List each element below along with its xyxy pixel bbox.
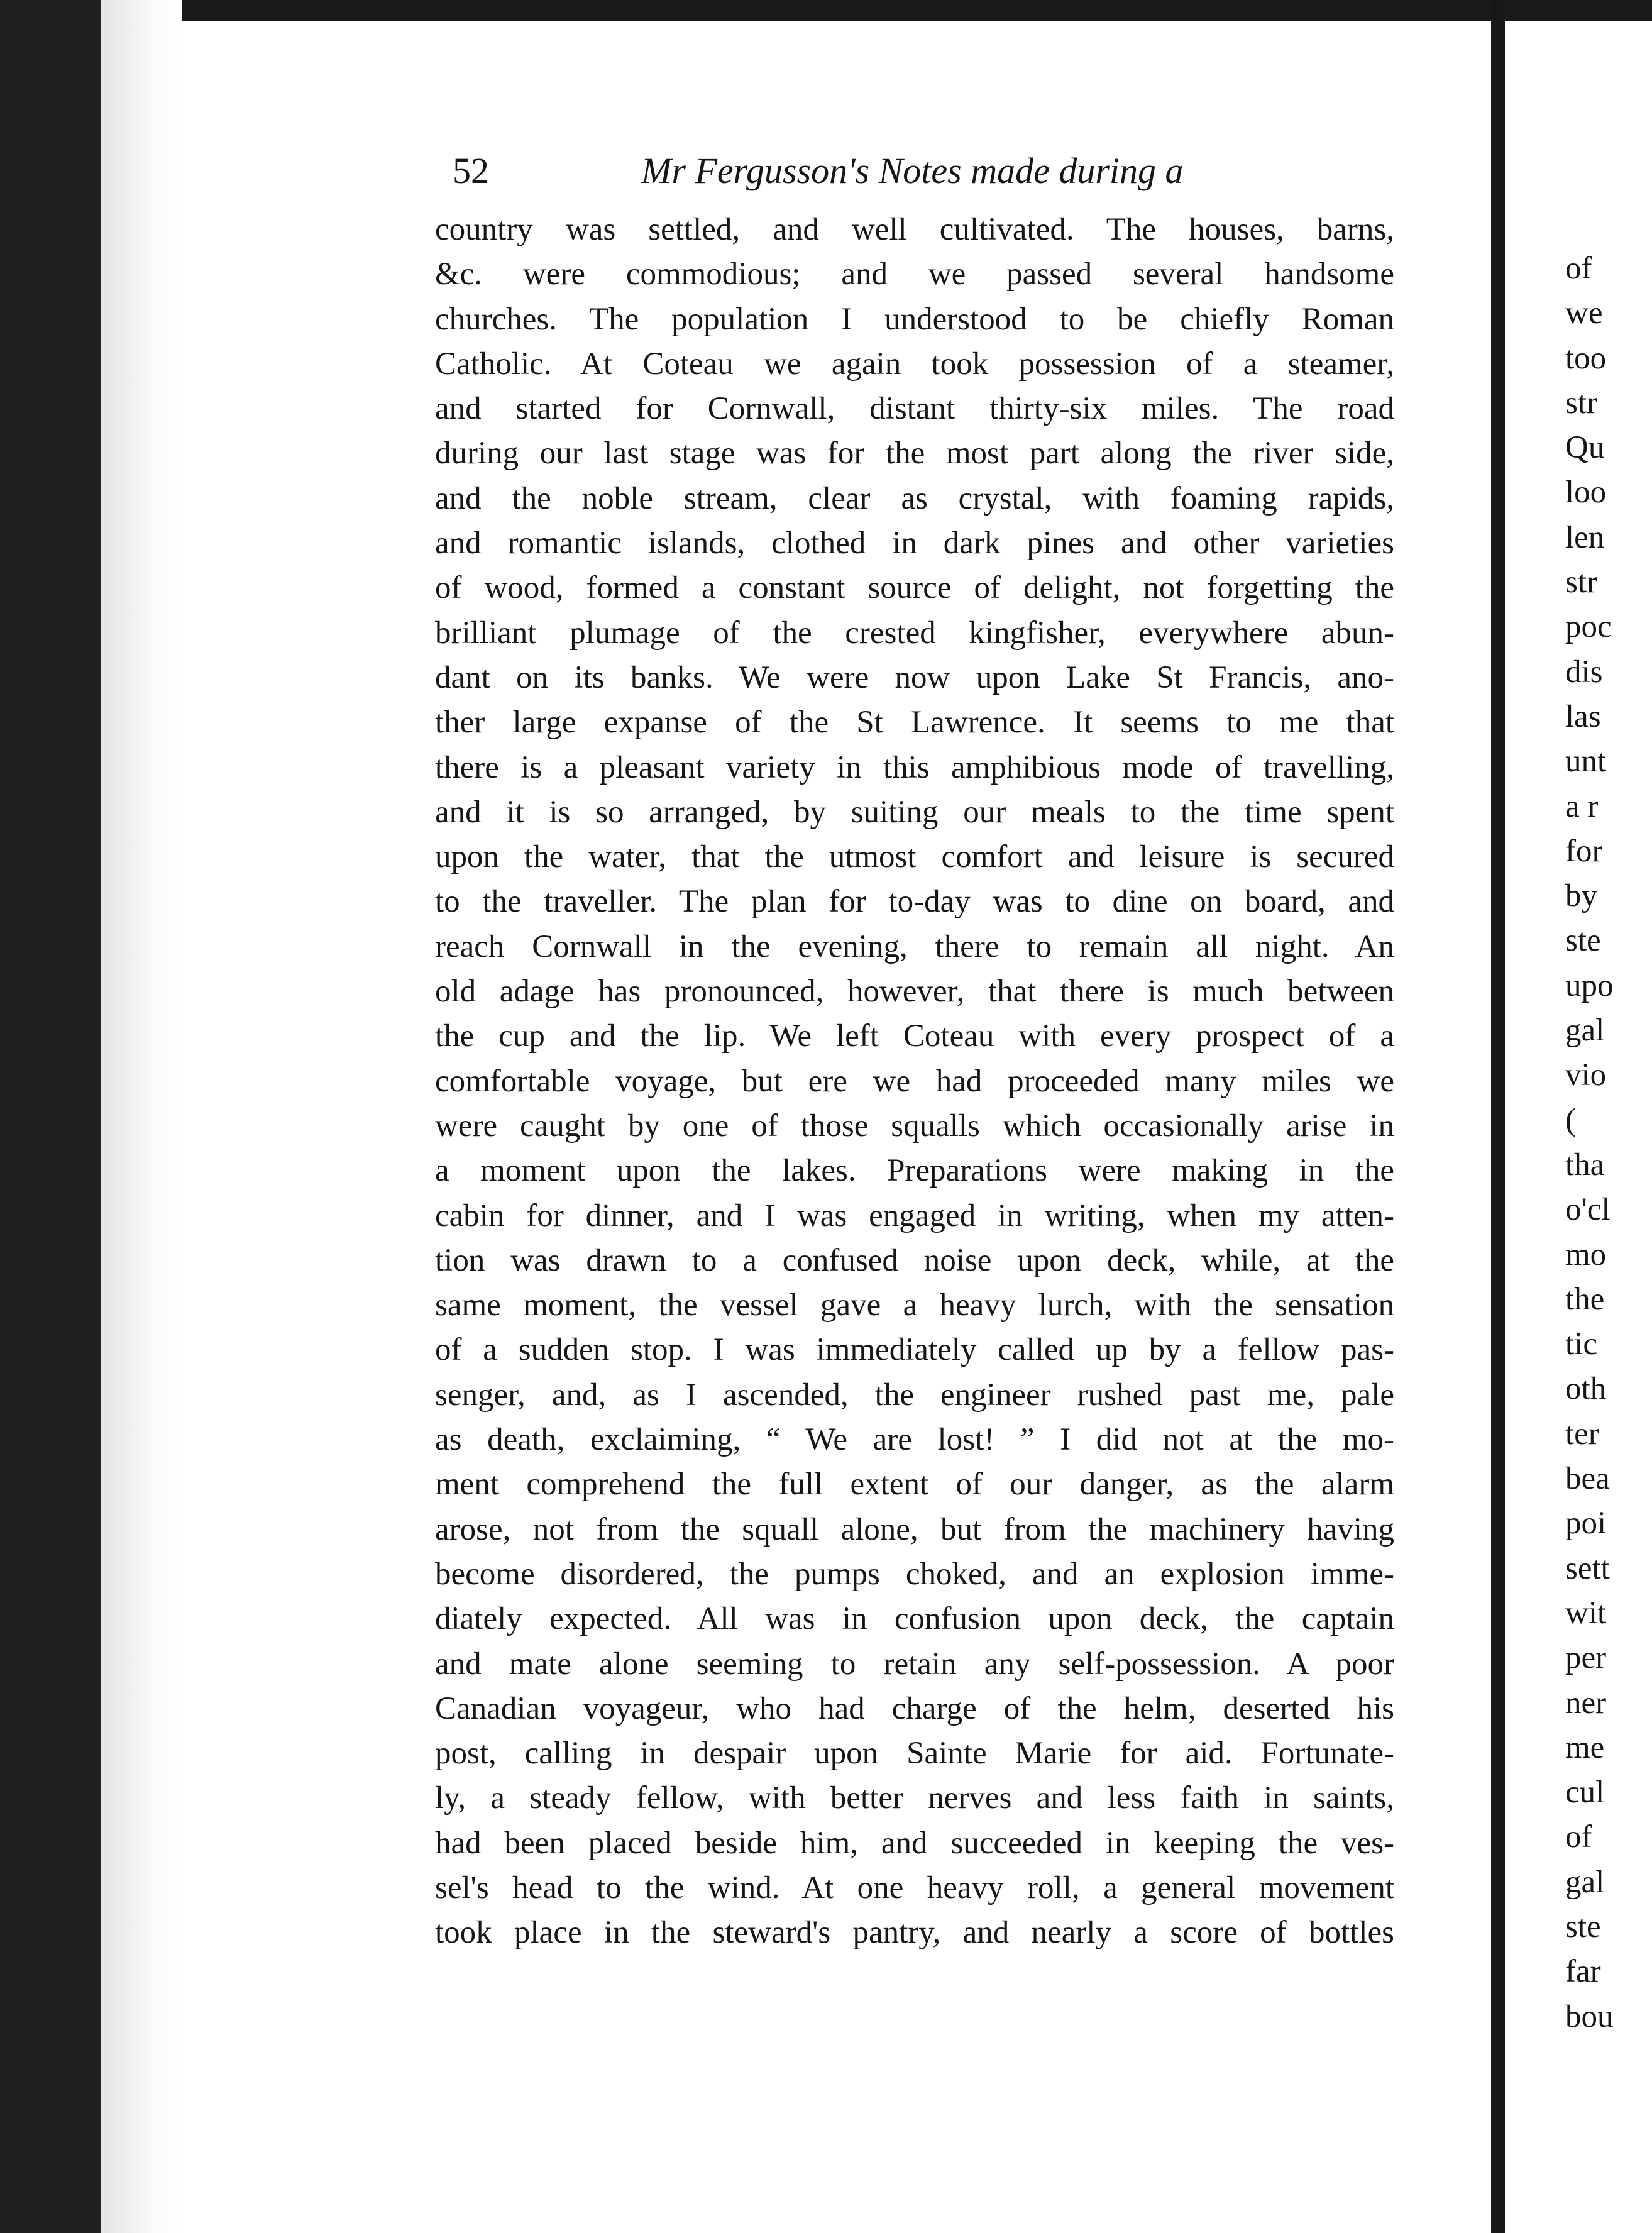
fragment-line: ste (1565, 1909, 1601, 1944)
fragment-line: o'cl (1565, 1192, 1611, 1228)
text-line: a moment upon the lakes. Preparations were making in the (435, 1153, 1394, 1189)
fragment-line: too (1565, 340, 1607, 376)
text-line: the cup and the lip. We left Coteau with every prospect of a (435, 1018, 1394, 1054)
text-line: diately expected. All was in confusion upon deck, the captain (435, 1601, 1394, 1637)
fragment-line: far (1565, 1954, 1601, 1990)
fragment-line: upo (1565, 968, 1614, 1003)
scan-top-border (0, 0, 1652, 21)
text-line: country was settled, and well cultivated. The houses, barns, (435, 212, 1394, 247)
text-line: cabin for dinner, and I was engaged in writing, when my atten- (435, 1198, 1394, 1233)
fragment-line: tic (1565, 1326, 1597, 1362)
text-line: dant on its banks. We were now upon Lake St Francis, ano- (435, 659, 1394, 695)
fragment-line: a r (1565, 788, 1599, 824)
fragment-line: poi (1565, 1506, 1607, 1541)
text-line: had been placed beside him, and succeeded in keeping the ves- (435, 1825, 1394, 1861)
text-line: senger, and, as I ascended, the engineer rushed past me, pale (435, 1377, 1394, 1413)
text-line: as death, exclaiming, “ We are lost! ” I did not at the mo- (435, 1422, 1394, 1458)
fragment-line: unt (1565, 744, 1607, 780)
text-line: ly, a steady fellow, with better nerves and less faith in saints, (435, 1780, 1394, 1816)
text-line: of wood, formed a constant source of delight, not forgetting the (435, 570, 1394, 606)
text-line: took place in the steward's pantry, and nearly a score of bottles (435, 1915, 1394, 1951)
fragment-line: gal (1565, 1864, 1605, 1900)
fragment-line: ste (1565, 923, 1601, 959)
scan-left-border (0, 0, 101, 2233)
fragment-line: of (1565, 251, 1592, 286)
fragment-line: str (1565, 565, 1597, 600)
text-line: there is a pleasant variety in this amphibious mode of travelling, (435, 749, 1394, 785)
fragment-line: gal (1565, 1013, 1605, 1049)
fragment-line: of (1565, 1819, 1592, 1855)
fragment-line: poc (1565, 609, 1612, 645)
text-line: brilliant plumage of the crested kingfisher, everywhere abun- (435, 615, 1394, 651)
fragment-line: las (1565, 698, 1601, 734)
text-line: to the traveller. The plan for to-day was to dine on board, and (435, 884, 1394, 920)
text-line: same moment, the vessel gave a heavy lurch, with the sensation (435, 1287, 1394, 1323)
body-text (435, 207, 1394, 1956)
fragment-line: dis (1565, 654, 1603, 690)
text-line: Catholic. At Coteau we again took possession of a steamer, (435, 346, 1394, 382)
fragment-line: per (1565, 1640, 1607, 1676)
text-line: &c. were commodious; and we passed several handsome (435, 256, 1394, 292)
text-line: and the noble stream, clear as crystal, with foaming rapids, (435, 480, 1394, 516)
page-gutter (1491, 0, 1505, 2233)
fragment-line: mo (1565, 1237, 1607, 1272)
fragment-line: tha (1565, 1147, 1605, 1183)
running-head-title: Mr Fergusson's Notes made during a (641, 150, 1184, 191)
page-edge-shadow (101, 0, 182, 2233)
fragment-line: we (1565, 295, 1603, 331)
text-line: and it is so arranged, by suiting our meals to the time spent (435, 794, 1394, 830)
fragment-line: ner (1565, 1685, 1607, 1721)
fragment-line: loo (1565, 475, 1607, 510)
fragment-line: cul (1565, 1775, 1605, 1811)
fragment-line: ( (1565, 1102, 1576, 1138)
fragment-line: bou (1565, 1999, 1614, 2034)
fragment-line: the (1565, 1281, 1605, 1317)
fragment-line: len (1565, 519, 1605, 555)
fragment-line: str (1565, 385, 1597, 421)
fragment-line: me (1565, 1729, 1605, 1765)
text-line: churches. The population I understood to be chiefly Roman (435, 301, 1394, 337)
fragment-line: Qu (1565, 430, 1605, 466)
text-line: become disordered, the pumps choked, and an explosion imme- (435, 1556, 1394, 1592)
text-line: and started for Cornwall, distant thirty-six miles. The road (435, 391, 1394, 427)
text-line: upon the water, that the utmost comfort and leisure is secured (435, 839, 1394, 875)
text-line: old adage has pronounced, however, that there is much between (435, 974, 1394, 1010)
text-line: and mate alone seeming to retain any self-possession. A poor (435, 1646, 1394, 1682)
text-line: were caught by one of those squalls which occasionally arise in (435, 1108, 1394, 1144)
fragment-line: sett (1565, 1550, 1610, 1586)
fragment-line: for (1565, 833, 1603, 869)
text-line: Canadian voyageur, who had charge of the helm, deserted his (435, 1690, 1394, 1726)
text-line: ther large expanse of the St Lawrence. It seems to me that (435, 705, 1394, 741)
fragment-line: bea (1565, 1461, 1610, 1497)
page-number: 52 (453, 150, 489, 191)
text-line: sel's head to the wind. At one heavy roll, a general movement (435, 1870, 1394, 1905)
fragment-line: oth (1565, 1371, 1607, 1407)
fragment-line: vio (1565, 1057, 1607, 1093)
fragment-line: wit (1565, 1595, 1607, 1631)
text-line: tion was drawn to a confused noise upon deck, while, at the (435, 1242, 1394, 1278)
fragment-line: ter (1565, 1416, 1599, 1452)
fragment-line: by (1565, 878, 1597, 914)
text-line: during our last stage was for the most part along the river side, (435, 436, 1394, 471)
text-line: post, calling in despair upon Sainte Marie for aid. Fortunate- (435, 1736, 1394, 1772)
facing-page-fragment (1565, 246, 1652, 2039)
text-line: reach Cornwall in the evening, there to remain all night. An (435, 929, 1394, 964)
text-line: comfortable voyage, but ere we had proceeded many miles we (435, 1063, 1394, 1099)
text-line: arose, not from the squall alone, but from the machinery having (435, 1511, 1394, 1547)
text-line: ment comprehend the full extent of our danger, as the alarm (435, 1467, 1394, 1502)
text-line: and romantic islands, clothed in dark pines and other varieties (435, 526, 1394, 561)
text-line: of a sudden stop. I was immediately called up by a fellow pas- (435, 1332, 1394, 1368)
running-head (453, 146, 1370, 196)
